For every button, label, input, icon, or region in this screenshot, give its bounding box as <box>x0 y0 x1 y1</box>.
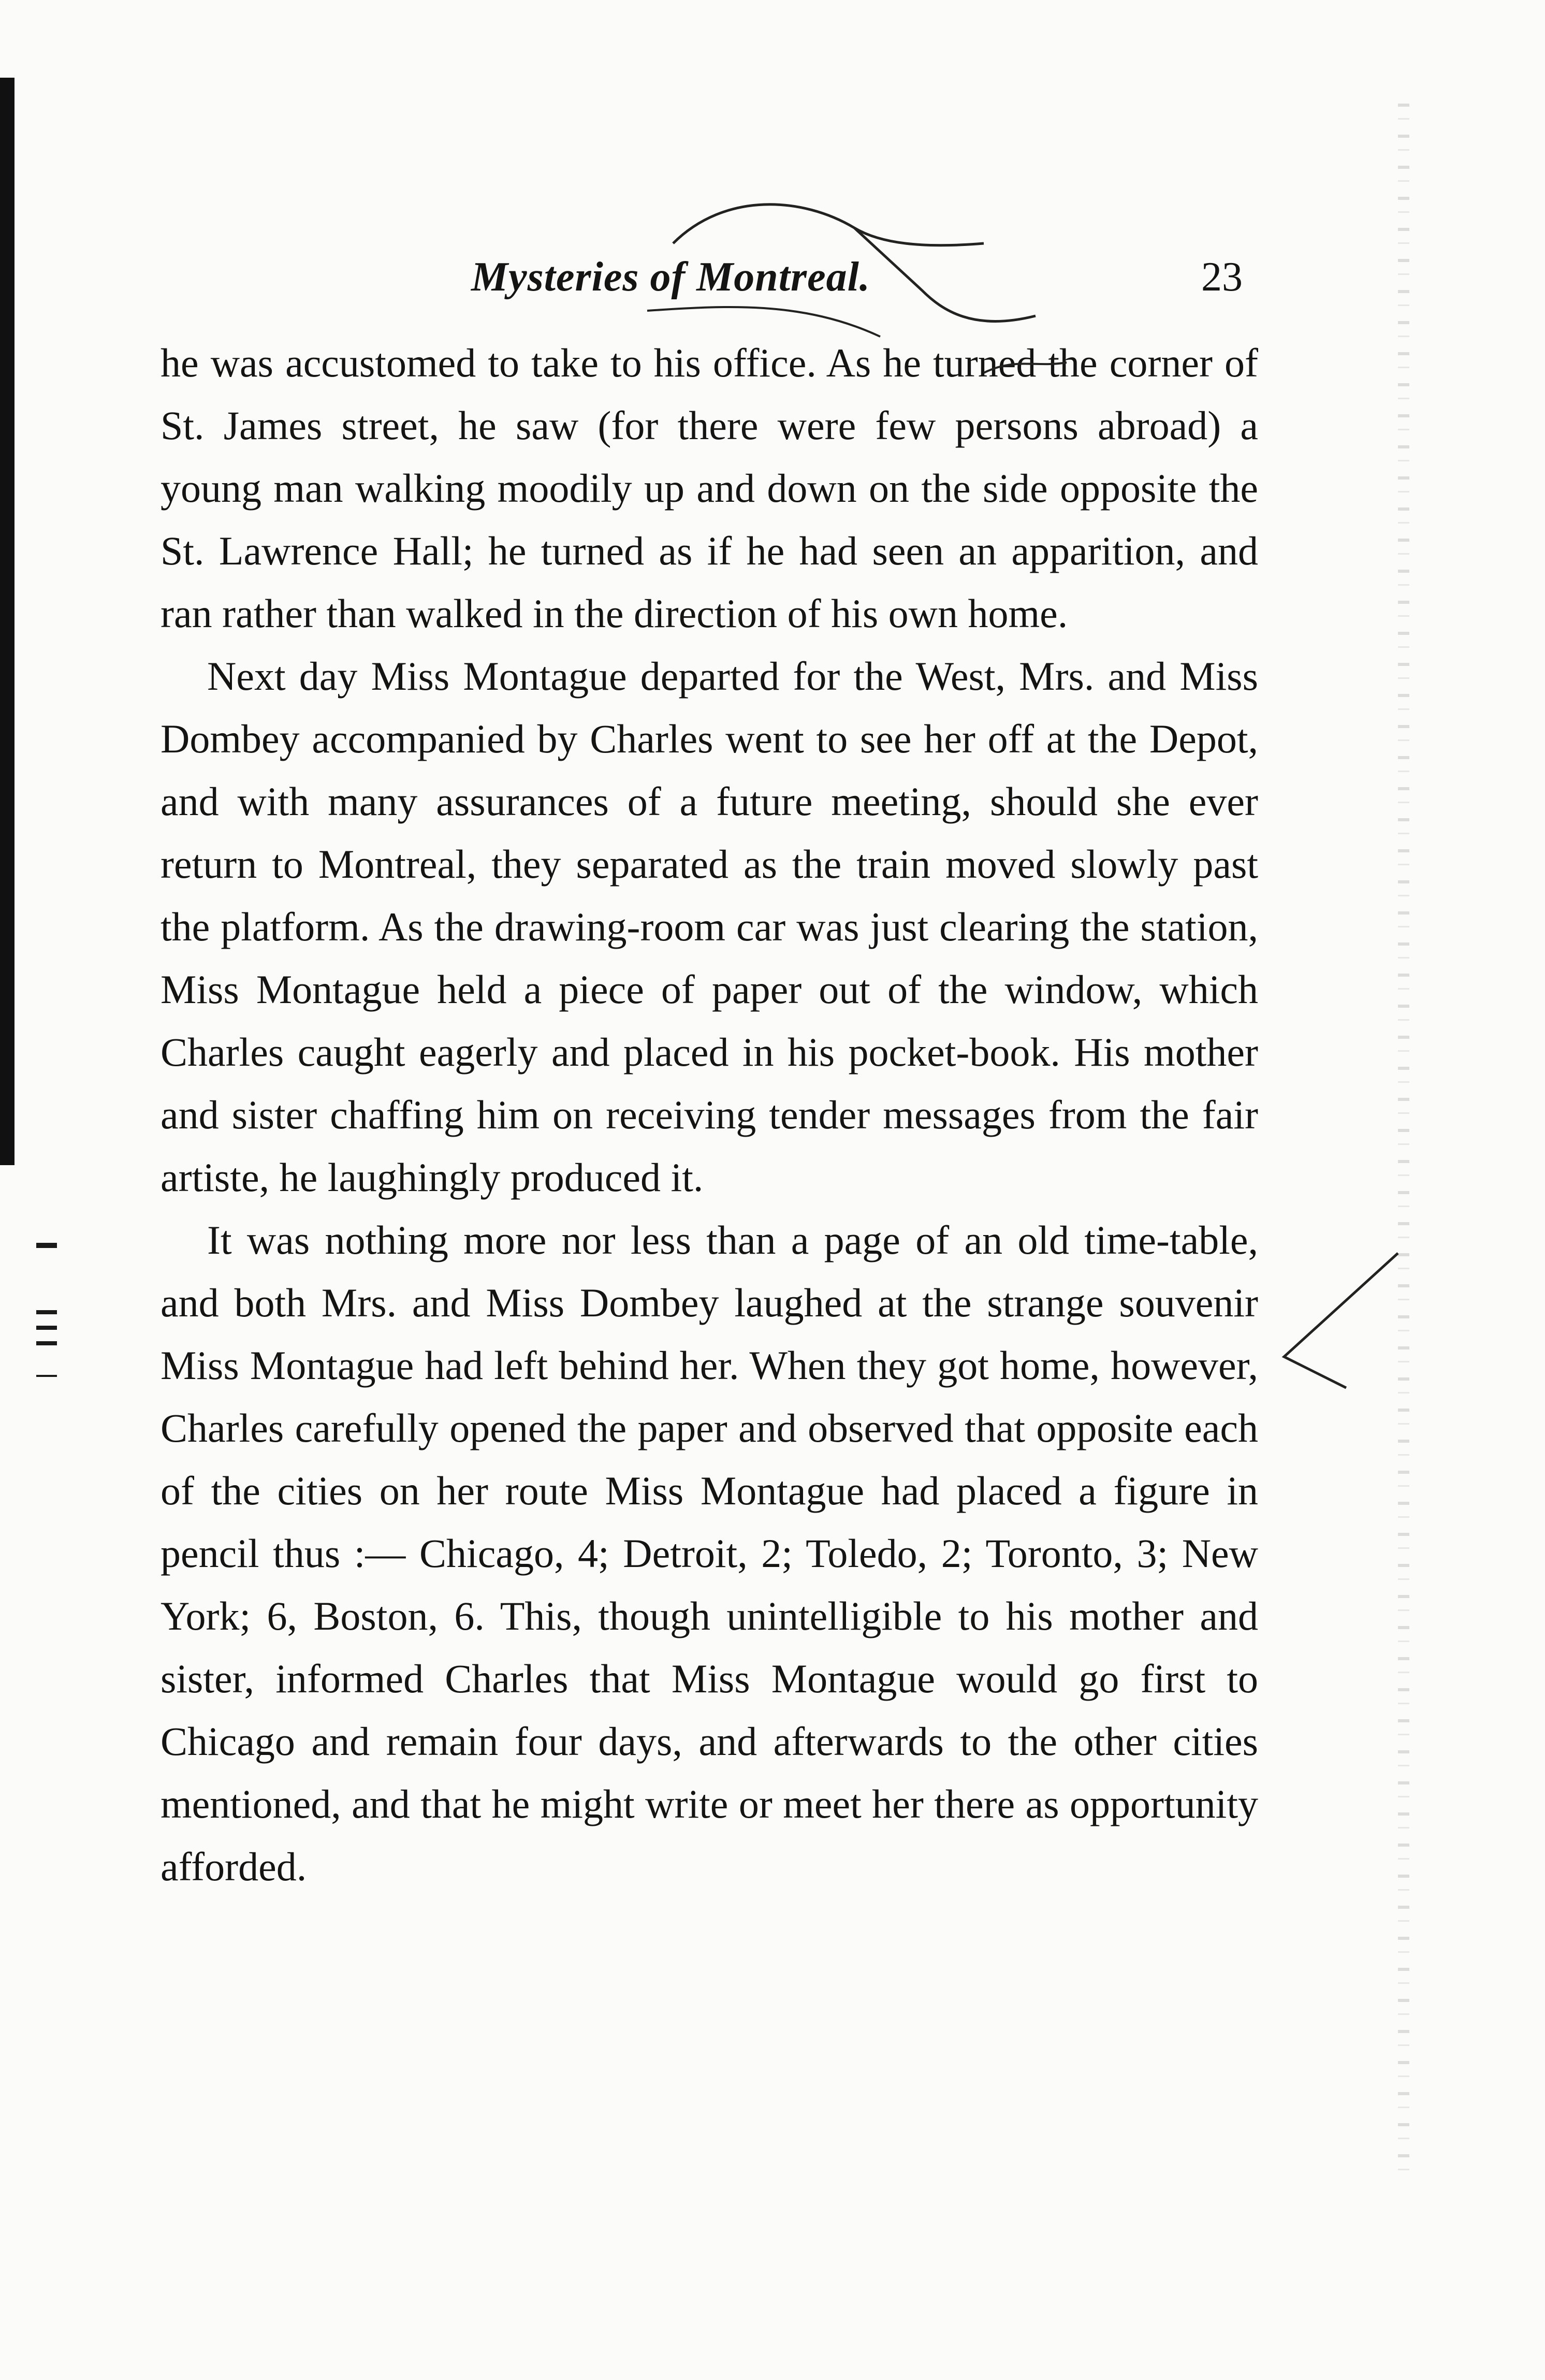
pencil-arc-mark <box>673 205 984 245</box>
binding-mark <box>36 1341 57 1345</box>
paragraph-3: It was nothing more nor less than a page of an old time-table, and both Mrs. and Miss Dombey laughed at the strange souvenir Miss Montague had left behind her. When they got home, however, Charles carefully opened the paper and observed that opposite each of the cities on her route Miss Montague had placed a figure in pencil thus :— Chicago, 4; Detroit, 2; Toledo, 2; Toronto, 3; New York; 6, Boston, 6. This, though unintelligible to his mother and sister, informed Charles that Miss Montague would go first to Chicago and remain four days, and afterwards to the other cities mentioned, and that he might write or meet her there as opportunity afforded. <box>161 1217 1258 1889</box>
pencil-caret-mark <box>1284 1253 1398 1388</box>
binding-mark <box>36 1243 57 1248</box>
binding-edge-shadow <box>0 78 14 1165</box>
binding-mark <box>36 1310 57 1314</box>
binding-mark <box>36 1375 57 1377</box>
paragraph-1: he was accustomed to take to his office. As he turned the corner of St. James street, he saw (for there were few persons abroad) a young man walking moodily up and down on the side opposite the St. Lawrence Hall; he turned as if he had seen an apparition, and ran rather than walked in the direction of his own home. <box>161 340 1258 636</box>
running-title: Mysteries of Montreal. <box>471 254 870 300</box>
body-text <box>161 331 1258 1898</box>
page-number: 23 <box>1201 254 1243 300</box>
paragraph-2: Next day Miss Montague departed for the West, Mrs. and Miss Dombey accompanied by Charles went to see her off at the Depot, and with many assurances of a future meeting, should she ever return to Montreal, they separated as the train moved slowly past the platform. As the drawing-room car was just clearing the station, Miss Montague held a piece of paper out of the window, which Charles caught eagerly and placed in his pocket-book. His mother and sister chaffing him on receiving tender messages from the fair artiste, he laughingly produced it. <box>161 654 1258 1200</box>
binding-mark <box>36 1326 57 1330</box>
page-header <box>171 243 1253 306</box>
margin-speckle <box>1398 104 1409 2175</box>
